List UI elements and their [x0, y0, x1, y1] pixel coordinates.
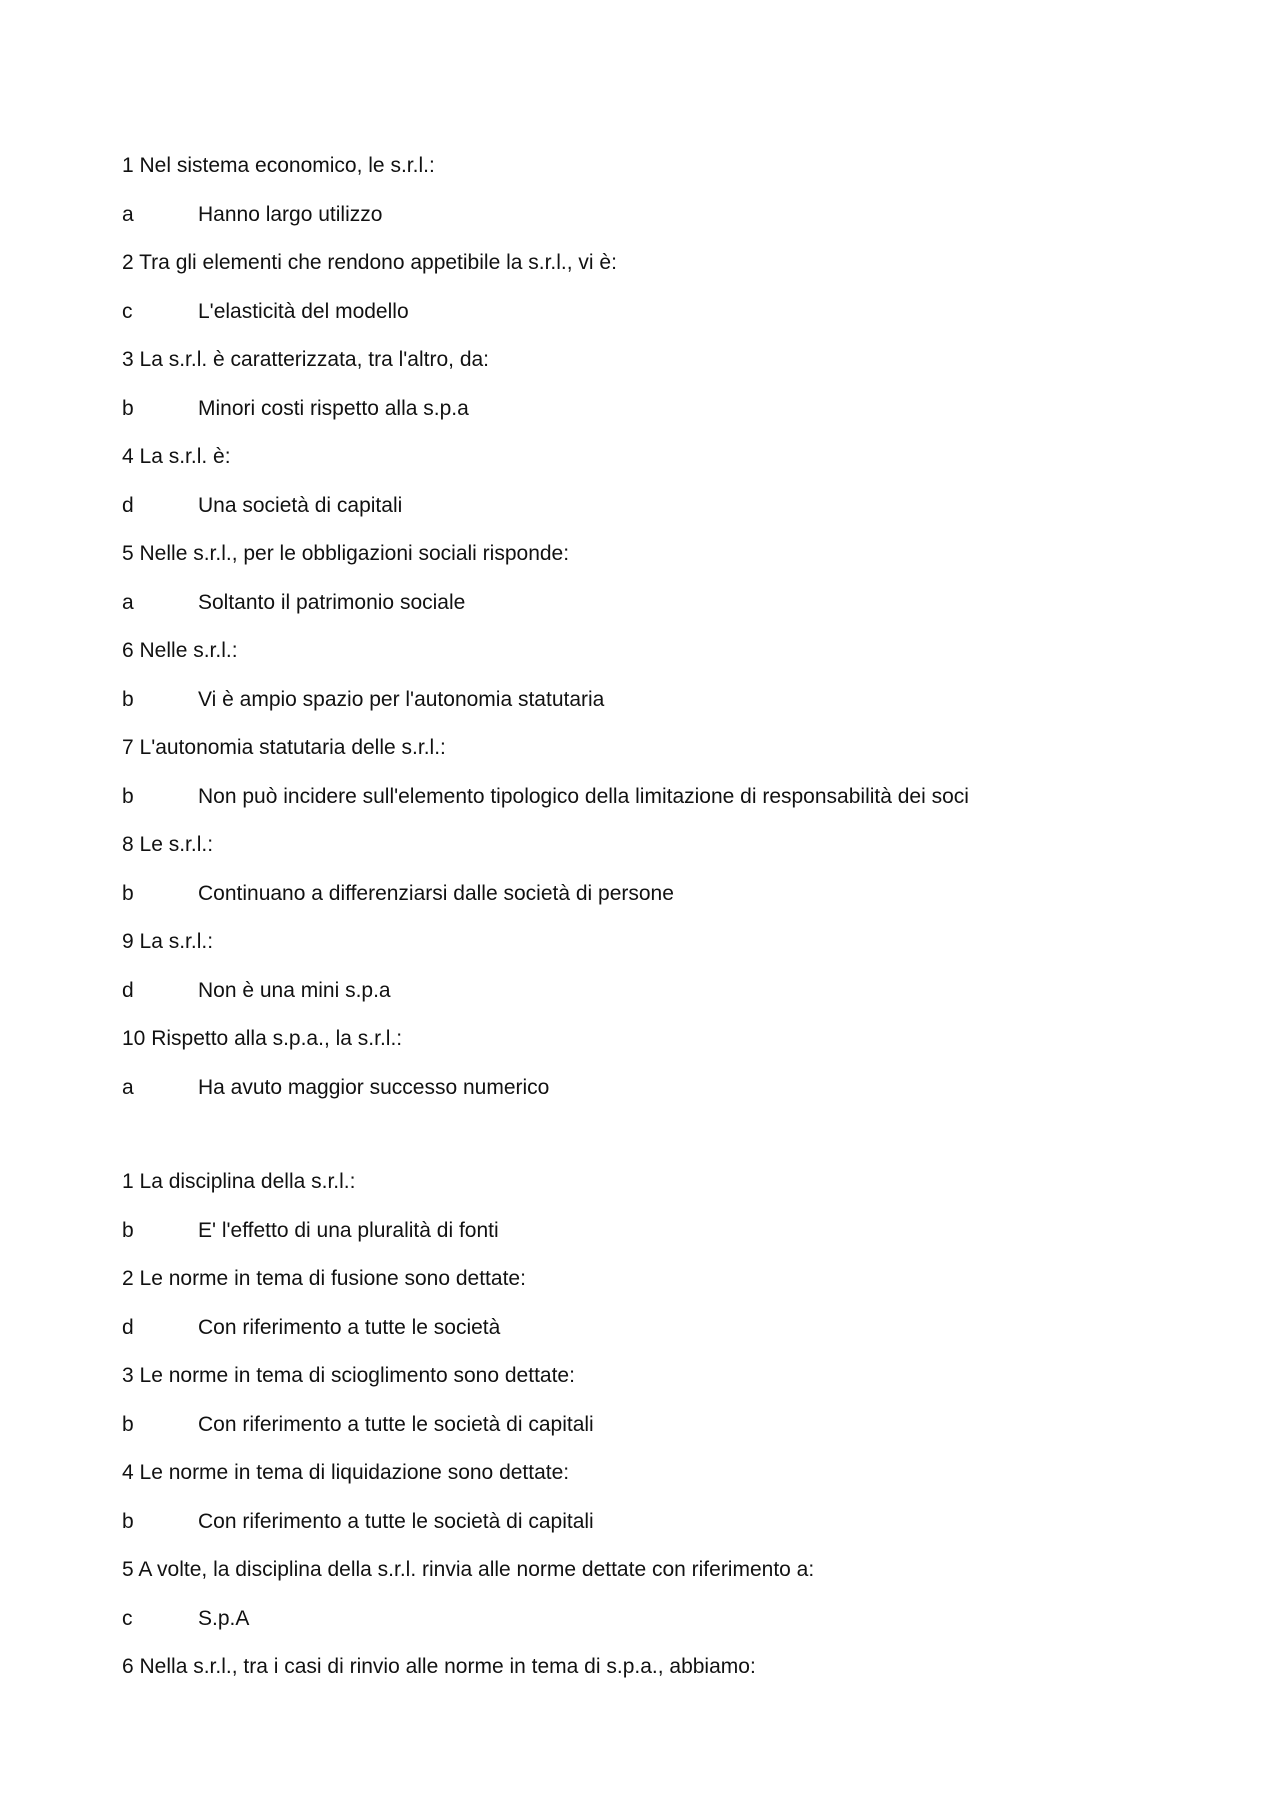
- question-text: 4 Le norme in tema di liquidazione sono dettate:: [122, 1461, 570, 1484]
- answer-text: Continuano a differenziarsi dalle società di persone: [198, 881, 674, 905]
- quiz-section-2: [122, 1164, 1222, 1698]
- answer-text: Hanno largo utilizzo: [198, 202, 383, 226]
- question-text: 1 Nel sistema economico, le s.r.l.:: [122, 154, 435, 177]
- answer-text: Soltanto il patrimonio sociale: [198, 590, 466, 614]
- question-text: 10 Rispetto alla s.p.a., la s.r.l.:: [122, 1027, 403, 1050]
- answer-letter: c: [122, 299, 133, 323]
- answer-row: [122, 1601, 1222, 1650]
- question-text: 6 Nella s.r.l., tra i casi di rinvio alle norme in tema di s.p.a., abbiamo:: [122, 1655, 756, 1678]
- answer-letter: b: [122, 784, 134, 808]
- answer-row: [122, 1310, 1222, 1359]
- question-text: 8 Le s.r.l.:: [122, 833, 214, 856]
- answer-row: [122, 585, 1222, 634]
- answer-row: [122, 973, 1222, 1022]
- quiz-section-1: [122, 148, 1222, 1118]
- answer-row: [122, 1070, 1222, 1119]
- answer-row: [122, 1407, 1222, 1456]
- answer-row: [122, 488, 1222, 537]
- answer-text: Non è una mini s.p.a: [198, 978, 391, 1002]
- answer-text: S.p.A: [198, 1606, 250, 1630]
- answer-letter: d: [122, 493, 134, 517]
- question-text: 3 Le norme in tema di scioglimento sono dettate:: [122, 1364, 575, 1387]
- answer-letter: d: [122, 978, 134, 1002]
- answer-text: Ha avuto maggior successo numerico: [198, 1075, 550, 1099]
- question-text: 2 Le norme in tema di fusione sono dettate:: [122, 1267, 526, 1290]
- answer-letter: b: [122, 1218, 134, 1242]
- question-text: 4 La s.r.l. è:: [122, 445, 231, 468]
- answer-row: [122, 779, 1222, 828]
- answer-text: Con riferimento a tutte le società di capitali: [198, 1509, 594, 1533]
- answer-letter: b: [122, 1509, 134, 1533]
- answer-text: Una società di capitali: [198, 493, 403, 517]
- answer-letter: b: [122, 687, 134, 711]
- answer-row: [122, 391, 1222, 440]
- answer-letter: b: [122, 881, 134, 905]
- question-text: 1 La disciplina della s.r.l.:: [122, 1170, 356, 1193]
- answer-row: [122, 1504, 1222, 1553]
- answer-letter: a: [122, 202, 134, 226]
- answer-row: [122, 1213, 1222, 1262]
- question-text: 6 Nelle s.r.l.:: [122, 639, 238, 662]
- answer-text: L'elasticità del modello: [198, 299, 409, 323]
- answer-text: E' l'effetto di una pluralità di fonti: [198, 1218, 499, 1242]
- question-text: 3 La s.r.l. è caratterizzata, tra l'altro, da:: [122, 348, 490, 371]
- answer-row: [122, 682, 1222, 731]
- answer-text: Vi è ampio spazio per l'autonomia statutaria: [198, 687, 605, 711]
- answer-letter: c: [122, 1606, 133, 1630]
- answer-letter: a: [122, 1075, 134, 1099]
- answer-row: [122, 294, 1222, 343]
- answer-text: Minori costi rispetto alla s.p.a: [198, 396, 469, 420]
- question-text: 5 A volte, la disciplina della s.r.l. rinvia alle norme dettate con riferimento a:: [122, 1558, 815, 1581]
- answer-text: Con riferimento a tutte le società di capitali: [198, 1412, 594, 1436]
- answer-row: [122, 197, 1222, 246]
- answer-letter: d: [122, 1315, 134, 1339]
- question-text: 9 La s.r.l.:: [122, 930, 214, 953]
- question-text: 7 L'autonomia statutaria delle s.r.l.:: [122, 736, 446, 759]
- answer-letter: a: [122, 590, 134, 614]
- question-text: 5 Nelle s.r.l., per le obbligazioni sociali risponde:: [122, 542, 570, 565]
- answer-text: Non può incidere sull'elemento tipologico della limitazione di responsabilità dei soci: [198, 784, 969, 808]
- answer-letter: b: [122, 1412, 134, 1436]
- answer-letter: b: [122, 396, 134, 420]
- question-text: 2 Tra gli elementi che rendono appetibile la s.r.l., vi è:: [122, 251, 617, 274]
- answer-row: [122, 876, 1222, 925]
- answer-text: Con riferimento a tutte le società: [198, 1315, 501, 1339]
